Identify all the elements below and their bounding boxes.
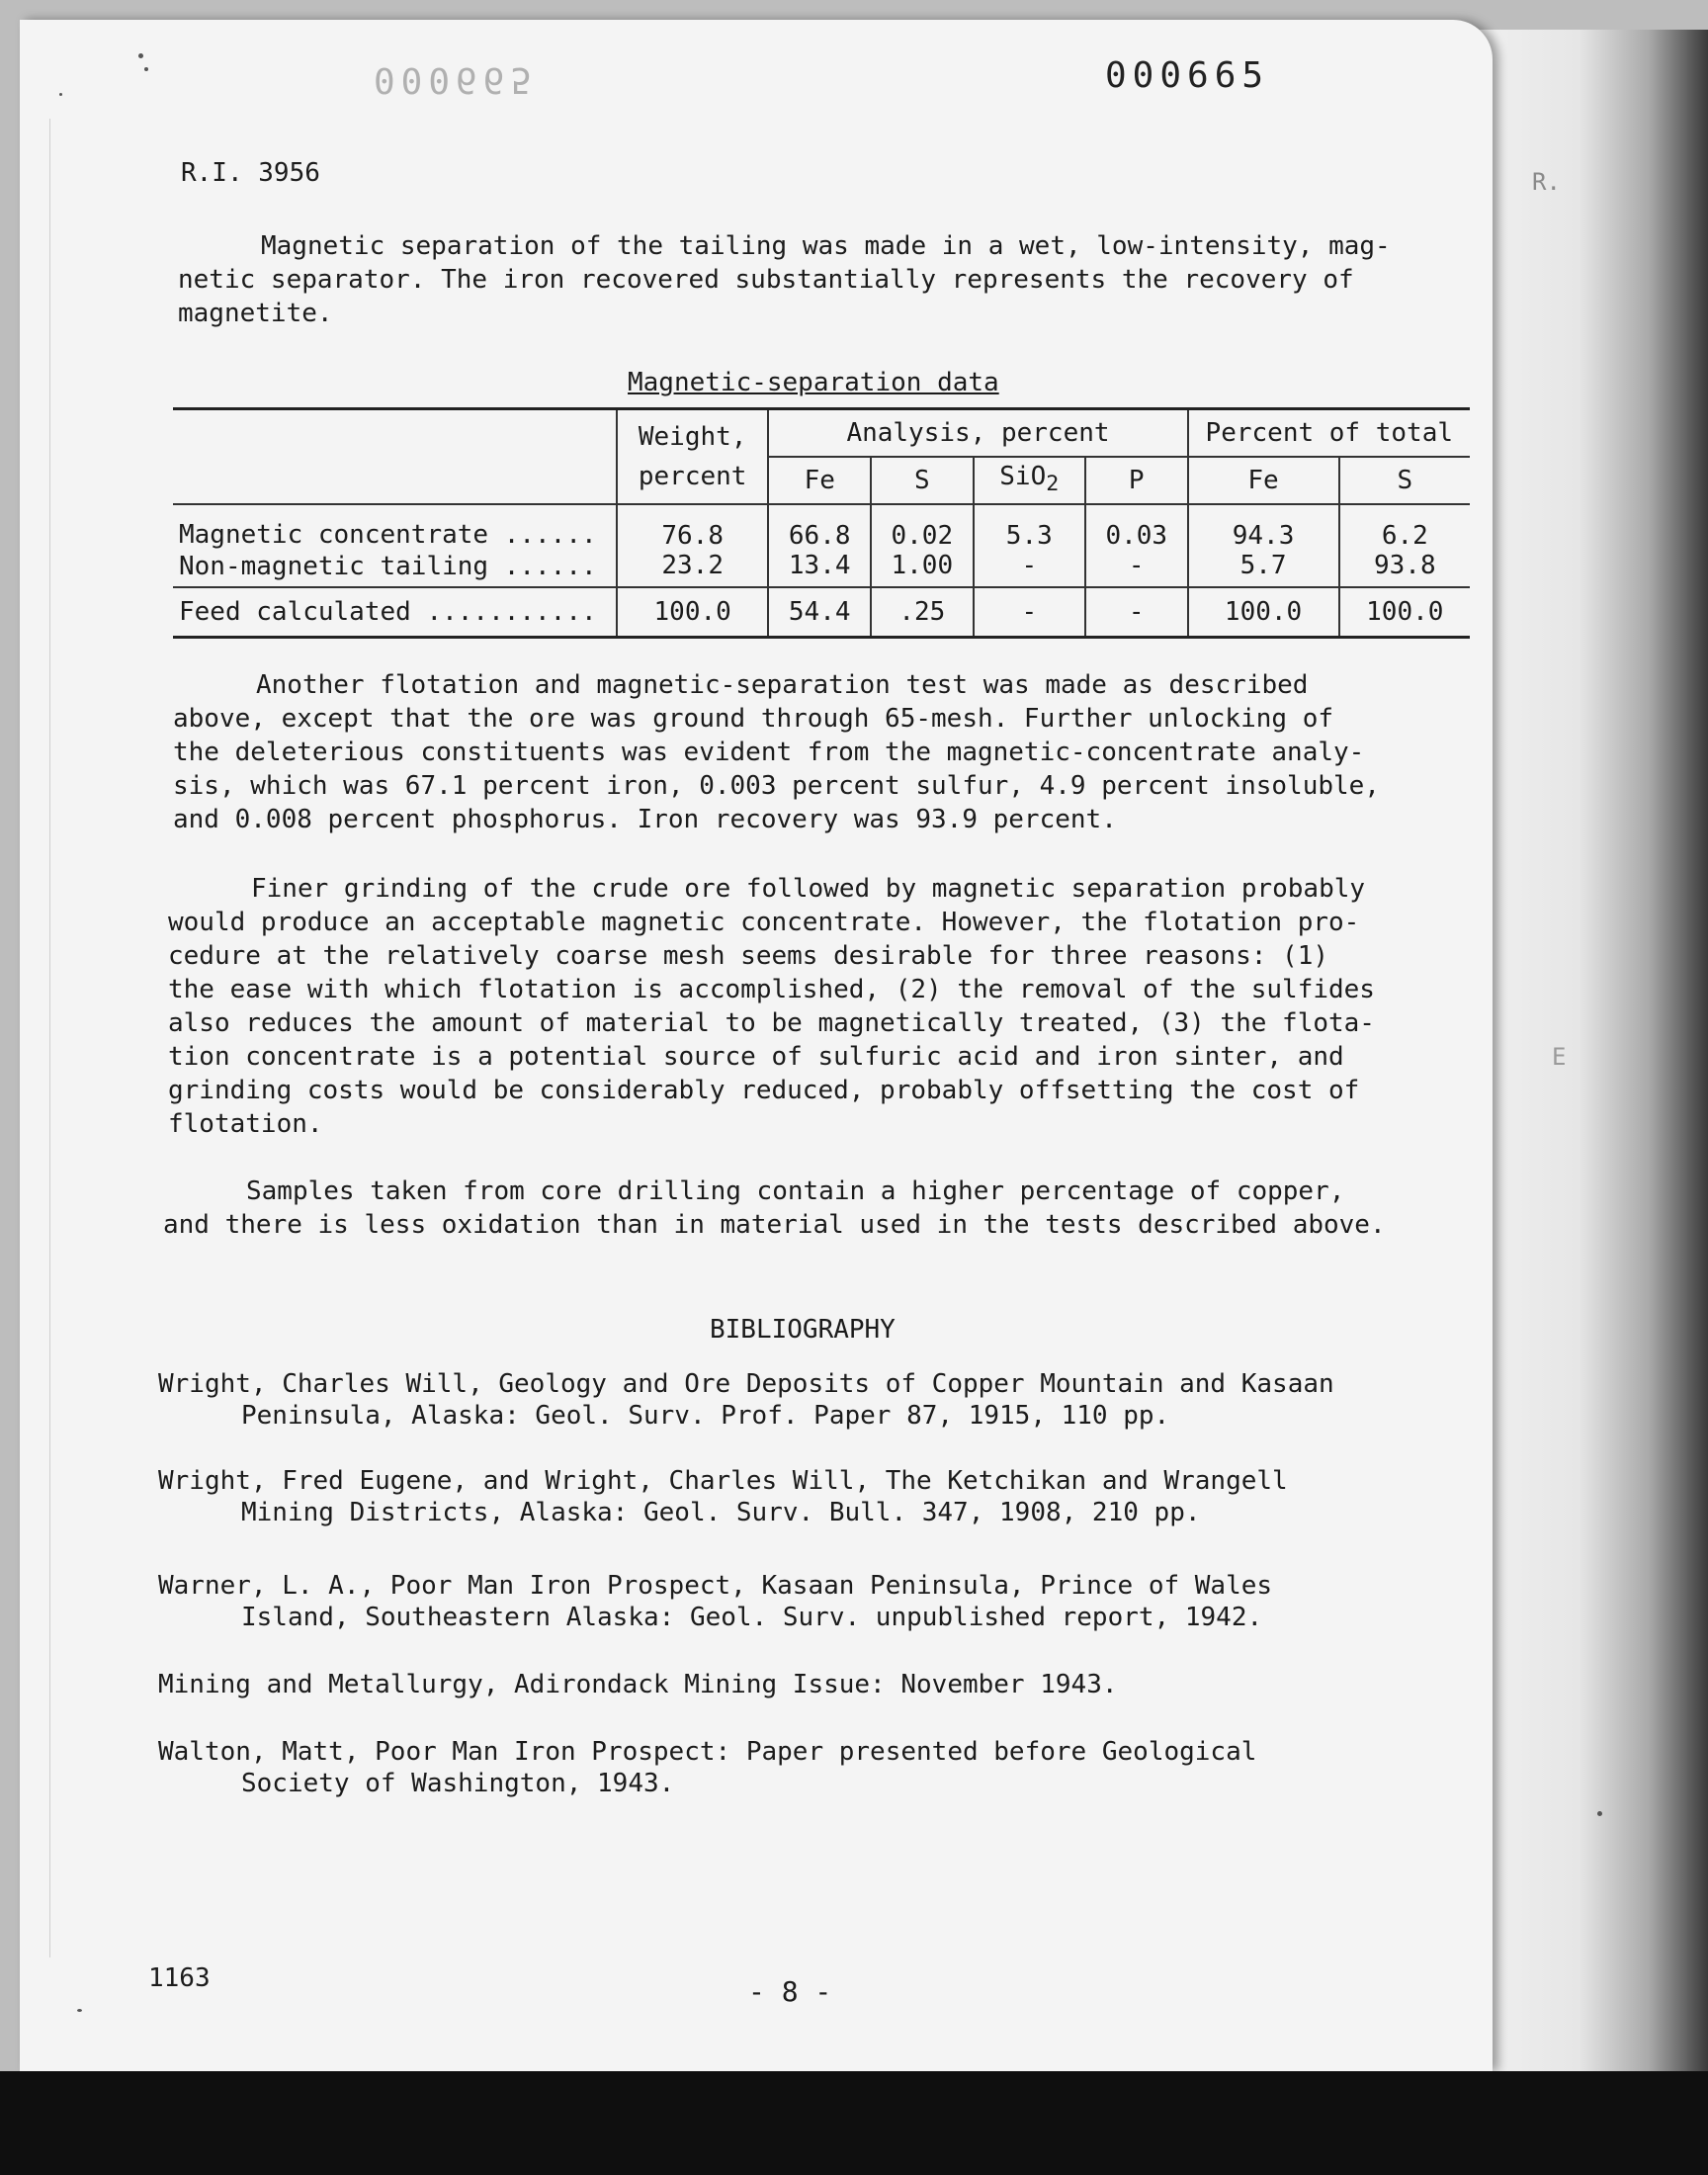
cell-value: 1.00: [891, 551, 954, 581]
intro-paragraph: [178, 229, 1463, 330]
cell-value: 13.4: [788, 551, 851, 581]
cell-value: 94.3: [1232, 521, 1295, 552]
table-stub-header: [173, 409, 617, 505]
para-line: would produce an acceptable magnetic concentrate. However, the flotation pro-: [168, 908, 1360, 937]
weight-header: [617, 409, 769, 505]
page-number: - 8 -: [748, 1975, 832, 2008]
cell-value: -: [1021, 551, 1038, 581]
cell-value: -: [974, 587, 1085, 638]
para-line: and 0.008 percent phosphorus. Iron recovery was 93.9 percent.: [173, 805, 1117, 834]
col-sio2-subscript: 2: [1046, 472, 1060, 497]
para-line: the deleterious constituents was evident from the magnetic-concentrate analy-: [173, 738, 1365, 767]
scan-speck: [138, 53, 143, 58]
scan-speck: [1597, 1811, 1602, 1816]
faded-mirror-stamp: 000665: [374, 59, 539, 100]
col-sio2: [974, 457, 1085, 504]
cell-value: 93.8: [1373, 551, 1436, 581]
intro-line: Magnetic separation of the tailing was made in a wet, low-intensity, mag-: [261, 231, 1391, 261]
cell-value: 6.2: [1381, 521, 1428, 552]
para-line: sis, which was 67.1 percent iron, 0.003 percent sulfur, 4.9 percent insoluble,: [173, 771, 1380, 801]
bib-line: Wright, Fred Eugene, and Wright, Charles Will, The Ketchikan and Wrangell: [158, 1466, 1288, 1496]
cell-sio2: [974, 504, 1085, 587]
scan-speck: [59, 93, 62, 96]
weight-header-line1: Weight,: [638, 422, 747, 453]
cell-value: 0.02: [891, 521, 954, 552]
analysis-header: Analysis, percent: [768, 409, 1187, 458]
bib-line: Mining and Metallurgy, Adirondack Mining Issue: November 1943.: [158, 1670, 1118, 1699]
cell-value: 76.8: [661, 521, 724, 552]
col-sio2-label: SiO: [999, 462, 1047, 491]
cell-total-fe: [1188, 504, 1339, 587]
underlying-page: [1473, 30, 1708, 2071]
bibliography-entry: [158, 1368, 1463, 1432]
para-line: above, except that the ore was ground through 65-mesh. Further unlocking of: [173, 704, 1333, 734]
footer-code: 1163: [148, 1963, 211, 1993]
row-label-feed: Feed calculated ...........: [179, 597, 597, 628]
cell-value: 5.7: [1239, 551, 1287, 581]
cell-value: -: [1128, 551, 1145, 581]
bibliography-entry: [158, 1570, 1463, 1633]
bibliography-entry: [158, 1669, 1463, 1700]
row-label-magnetic: Magnetic concentrate ......: [179, 520, 597, 551]
cell-value: -: [1085, 587, 1188, 638]
table-row: [173, 504, 1470, 587]
grinding-paragraph: [168, 872, 1453, 1141]
bib-line: Society of Washington, 1943.: [241, 1769, 675, 1798]
bib-line: Warner, L. A., Poor Man Iron Prospect, Kasaan Peninsula, Prince of Wales: [158, 1571, 1273, 1601]
para-line: and there is less oxidation than in material used in the tests described above.: [163, 1210, 1386, 1240]
cell-value: 66.8: [788, 521, 851, 552]
para-line: cedure at the relatively coarse mesh seems desirable for three reasons: (1): [168, 941, 1328, 971]
margin-rule: [49, 119, 50, 1958]
col-fe: Fe: [768, 457, 871, 504]
weight-header-line2: percent: [638, 462, 747, 492]
para-line: tion concentrate is a potential source of sulfuric acid and iron sinter, and: [168, 1042, 1344, 1072]
cell-p: [1085, 504, 1188, 587]
table-row: [173, 587, 1470, 638]
cell-value: 100.0: [1188, 587, 1339, 638]
cell-total-s: [1339, 504, 1470, 587]
table-title: Magnetic-separation data: [628, 368, 999, 397]
percent-total-header: Percent of total: [1188, 409, 1470, 458]
para-line: Finer grinding of the crude ore followed by magnetic separation probably: [251, 874, 1366, 904]
col-s: S: [871, 457, 974, 504]
cell-value: 0.03: [1105, 521, 1168, 552]
col-total-s: S: [1339, 457, 1470, 504]
bibliography-entry: [158, 1736, 1463, 1799]
flotation-paragraph: [173, 668, 1458, 836]
bibliography-entry: [158, 1465, 1463, 1528]
document-number-stamp: 000665: [1105, 55, 1270, 96]
intro-line: netic separator. The iron recovered substantially represents the recovery of: [178, 265, 1354, 295]
scan-speck: [144, 67, 148, 71]
cell-value: 23.2: [661, 551, 724, 581]
bib-line: Mining Districts, Alaska: Geol. Surv. Bull. 347, 1908, 210 pp.: [241, 1498, 1201, 1527]
cell-value: 100.0: [617, 587, 769, 638]
cell-value: 54.4: [768, 587, 871, 638]
para-line: flotation.: [168, 1109, 323, 1139]
cell-fe: [768, 504, 871, 587]
row-label-nonmagnetic: Non-magnetic tailing ......: [179, 552, 597, 582]
backpage-letter-r: R.: [1532, 168, 1561, 196]
scan-speck: [77, 2009, 82, 2012]
cell-value: 5.3: [1005, 521, 1053, 552]
para-line: grinding costs would be considerably reduced, probably offsetting the cost of: [168, 1076, 1360, 1105]
report-id: R.I. 3956: [181, 158, 320, 188]
bib-line: Walton, Matt, Poor Man Iron Prospect: Paper presented before Geological: [158, 1737, 1257, 1767]
cell-weight: [617, 504, 769, 587]
intro-line: magnetite.: [178, 299, 333, 328]
para-line: Another flotation and magnetic-separation test was made as described: [256, 670, 1309, 700]
row-label: [173, 504, 617, 587]
cell-s: [871, 504, 974, 587]
magnetic-separation-table: [173, 407, 1470, 639]
scanner-edge: [0, 2071, 1708, 2175]
bibliography-title: BIBLIOGRAPHY: [710, 1315, 896, 1345]
col-p: P: [1085, 457, 1188, 504]
bib-line: Island, Southeastern Alaska: Geol. Surv. unpublished report, 1942.: [241, 1603, 1263, 1632]
samples-paragraph: [163, 1174, 1448, 1242]
para-line: the ease with which flotation is accomplished, (2) the removal of the sulfides: [168, 975, 1375, 1004]
bib-line: Peninsula, Alaska: Geol. Surv. Prof. Paper 87, 1915, 110 pp.: [241, 1401, 1170, 1431]
cell-value: .25: [871, 587, 974, 638]
backpage-letter-e: E: [1552, 1043, 1567, 1071]
para-line: Samples taken from core drilling contain a higher percentage of copper,: [246, 1176, 1345, 1206]
bib-line: Wright, Charles Will, Geology and Ore Deposits of Copper Mountain and Kasaan: [158, 1369, 1334, 1399]
col-total-fe: Fe: [1188, 457, 1339, 504]
para-line: also reduces the amount of material to be magnetically treated, (3) the flota-: [168, 1008, 1375, 1038]
cell-value: 100.0: [1339, 587, 1470, 638]
